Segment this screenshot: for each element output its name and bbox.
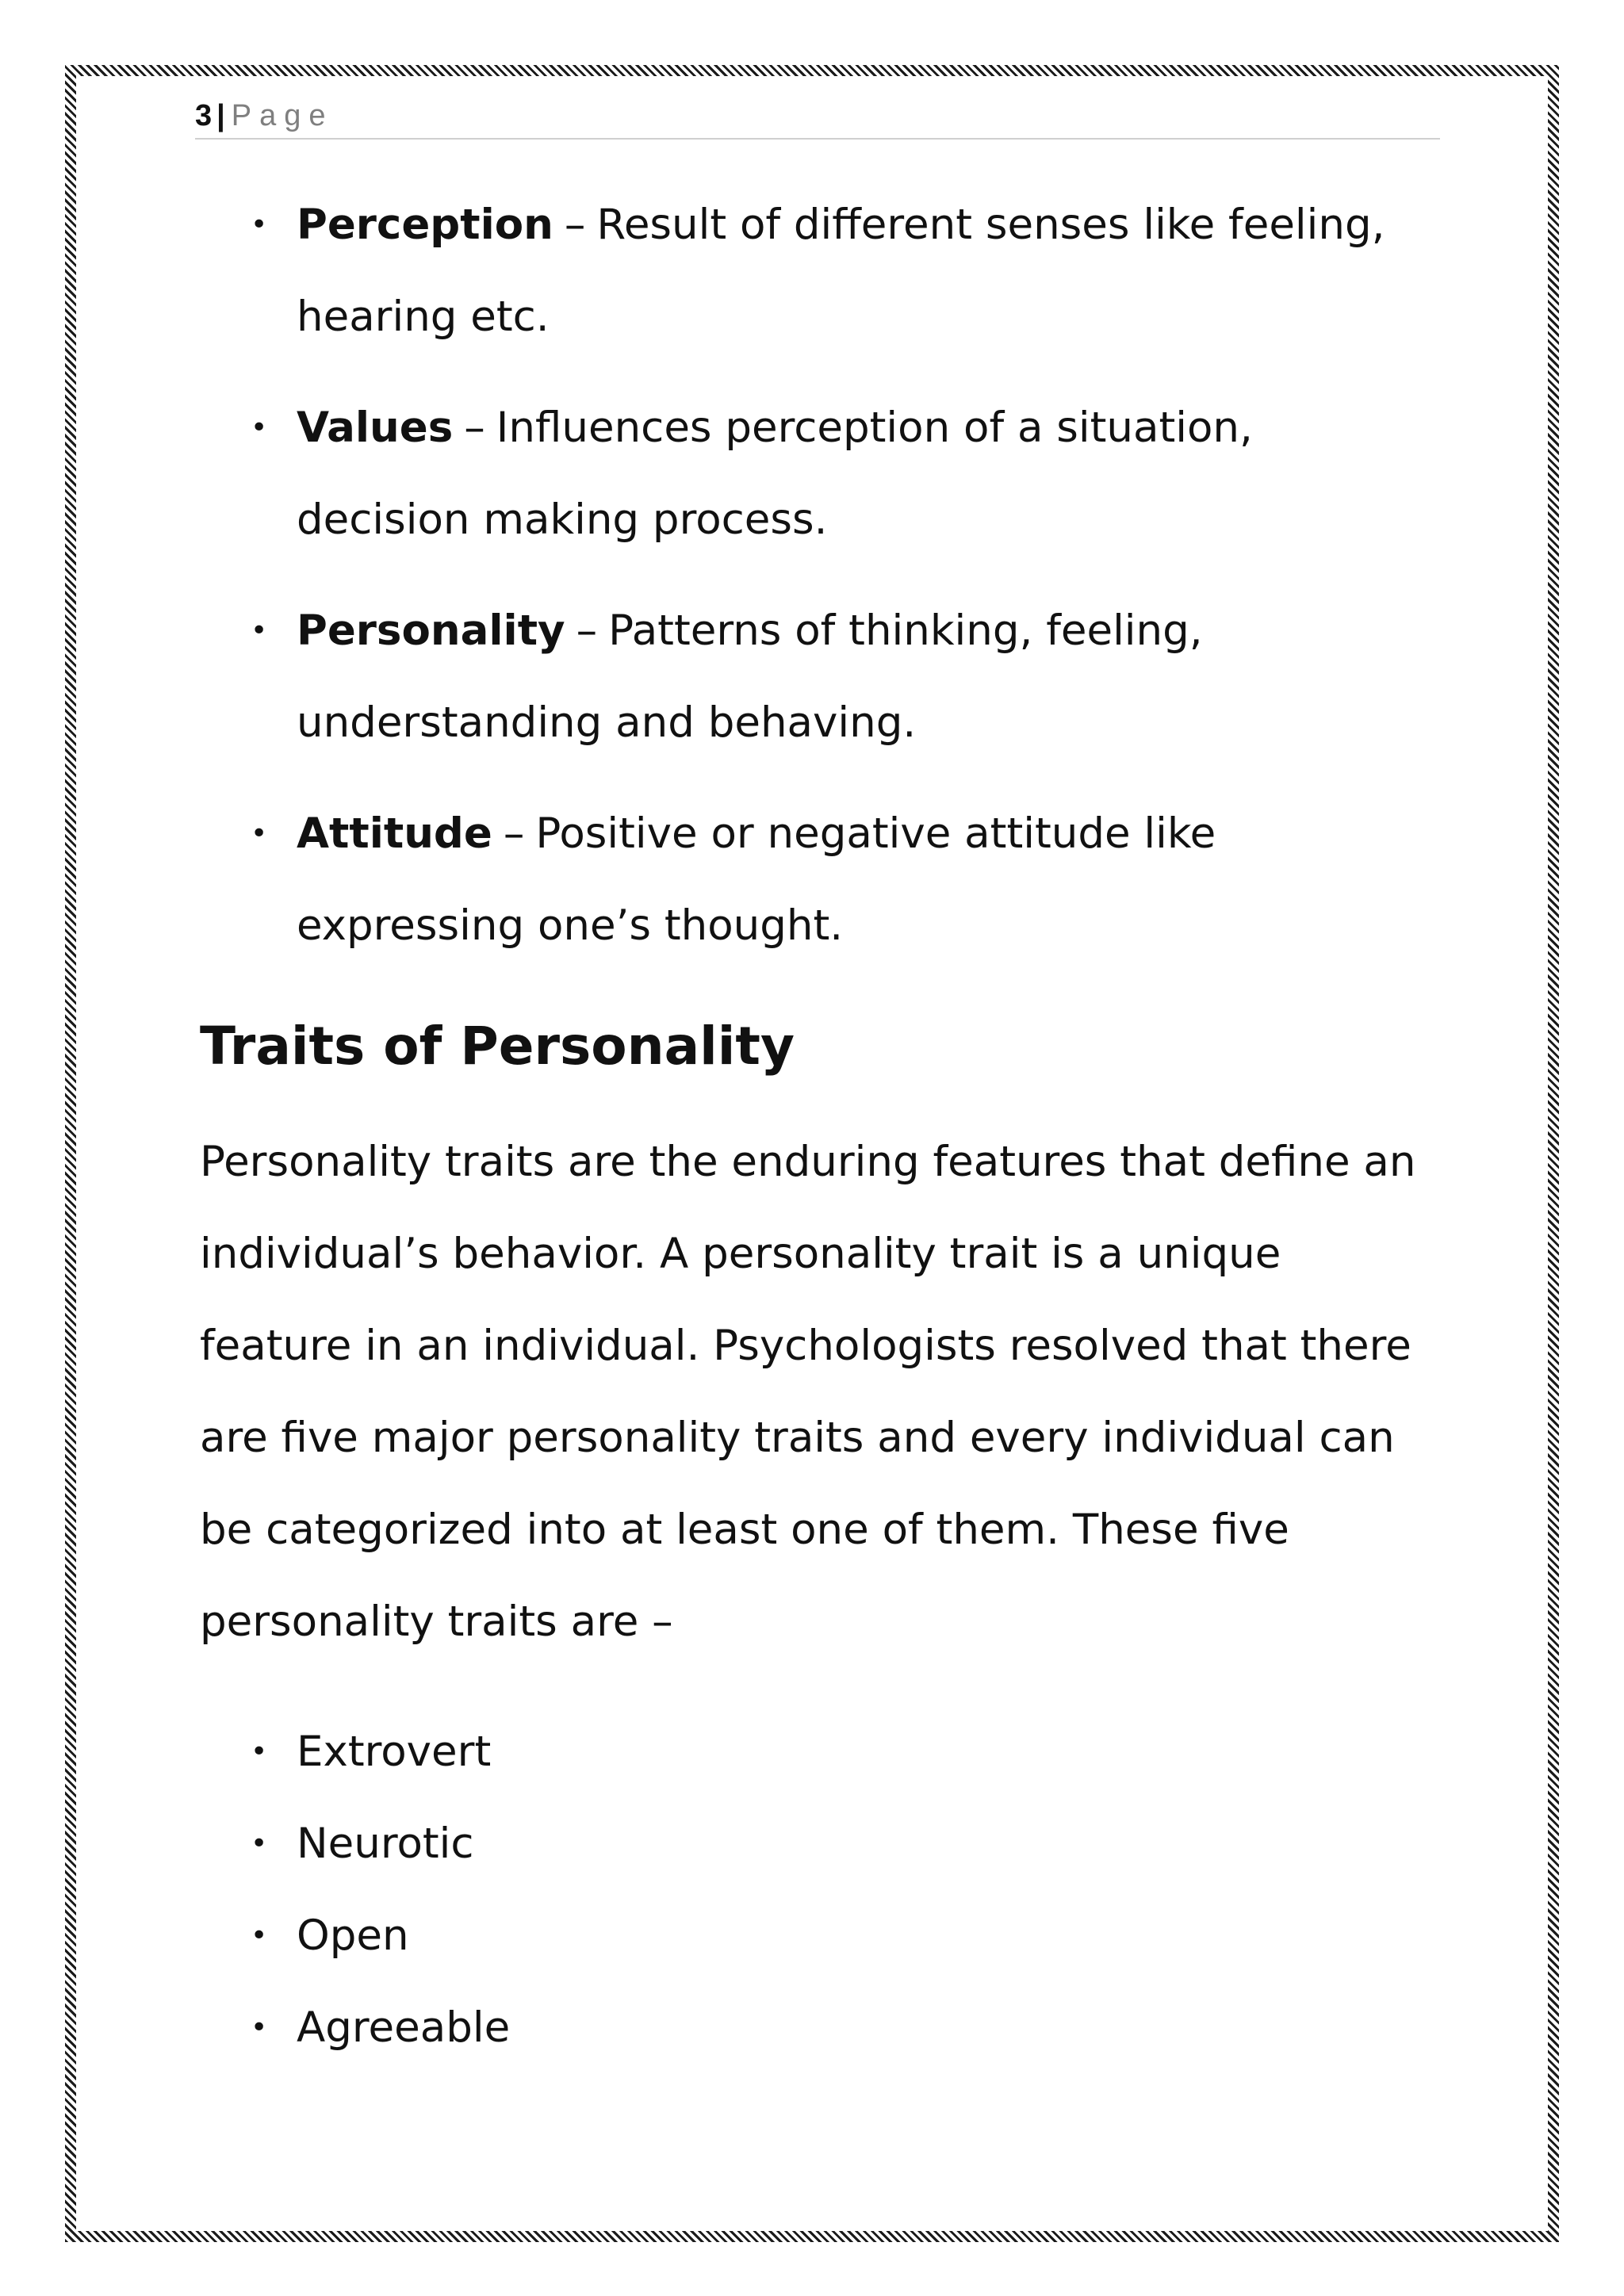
bullet-icon: •	[251, 817, 268, 850]
trait-label: Open	[297, 1911, 409, 1960]
bullet-icon: •	[251, 209, 268, 241]
term-label: Perception	[297, 201, 553, 249]
bullet-icon: •	[251, 1919, 268, 1952]
list-item	[200, 788, 1437, 972]
list-item	[200, 585, 1437, 769]
dash-separator: –	[576, 607, 598, 655]
term-label: Personality	[297, 607, 565, 655]
section-heading: Traits of Personality	[200, 1016, 795, 1077]
term-label: Values	[297, 404, 454, 452]
list-item	[200, 1706, 1437, 1798]
list-item	[200, 179, 1437, 363]
list-item	[200, 1982, 1437, 2074]
term-description: Result of different senses like feeling, hearing etc.	[297, 201, 1385, 341]
page-separator: |	[216, 99, 225, 132]
trait-label: Agreeable	[297, 2003, 511, 2052]
bullet-icon: •	[251, 2011, 268, 2044]
dash-separator: –	[464, 404, 485, 452]
list-item	[200, 382, 1437, 566]
dash-separator: –	[503, 809, 525, 858]
body-paragraph: Personality traits are the enduring features that define an individual’s behavior. A personality trait is a unique feature in an individual. Psychologists resolved that there are five major personality traits and every individual can be categorized into at least one of them. These five personality traits are –	[200, 1138, 1416, 1646]
list-item	[200, 1890, 1437, 1982]
term-description: Positive or negative attitude like expressing one’s thought.	[297, 809, 1216, 950]
bullet-icon: •	[251, 1827, 268, 1860]
term-description: Influences perception of a situation, decision making process.	[297, 404, 1253, 544]
dash-separator: –	[564, 201, 586, 249]
definition-list	[200, 179, 1437, 991]
page-number: 3	[195, 99, 213, 132]
trait-label: Neurotic	[297, 1820, 474, 1868]
bullet-icon: •	[251, 411, 268, 444]
term-description: Patterns of thinking, feeling, understanding and behaving.	[297, 607, 1203, 747]
page-word: Page	[231, 99, 334, 132]
page-header	[195, 94, 1440, 140]
bullet-icon: •	[251, 614, 268, 647]
trait-label: Extrovert	[297, 1728, 492, 1776]
list-item	[200, 1798, 1437, 1890]
term-label: Attitude	[297, 809, 492, 858]
bullet-icon: •	[251, 1735, 268, 1768]
traits-list	[200, 1706, 1437, 2074]
